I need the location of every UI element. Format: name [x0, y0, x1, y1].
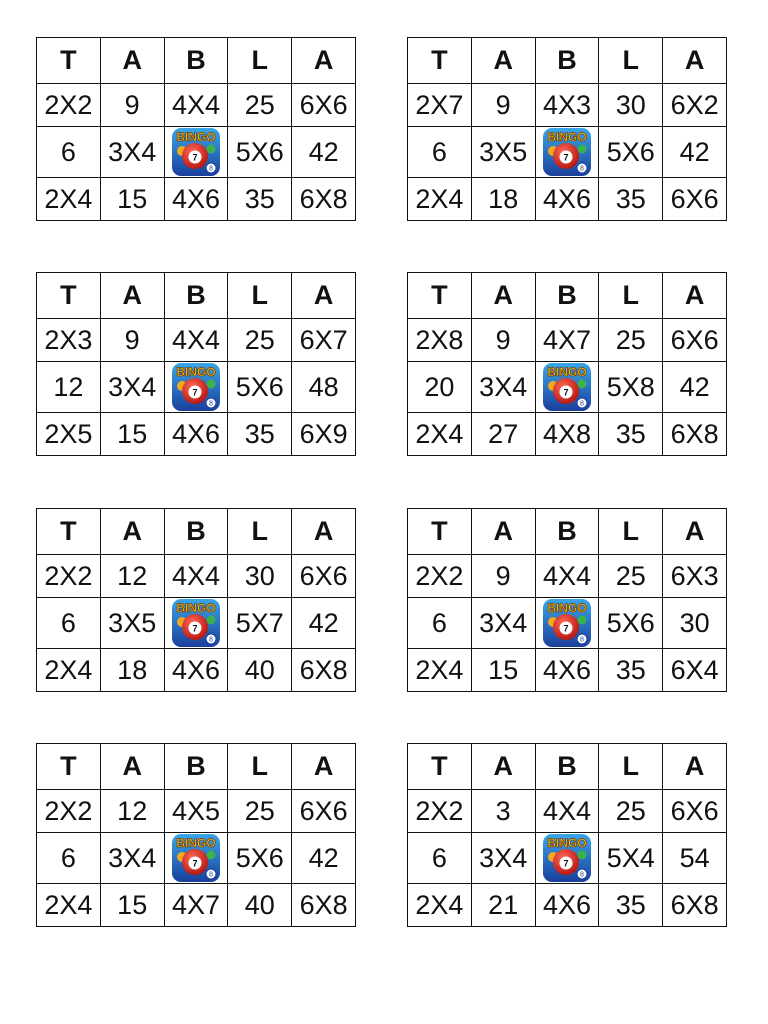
number-cell: 6X8 [663, 884, 727, 927]
number-cell: 54 [663, 833, 727, 884]
number-cell: 4X4 [535, 555, 599, 598]
bingo-card [407, 508, 727, 692]
number-cell: 2X4 [37, 649, 101, 692]
card-row [408, 790, 727, 833]
header-cell: L [599, 38, 663, 84]
number-cell: 30 [599, 84, 663, 127]
number-cell: 27 [471, 413, 535, 456]
number-cell: 12 [37, 362, 101, 413]
card-row [408, 413, 727, 456]
number-cell: 2X4 [408, 413, 472, 456]
card-header-row [408, 509, 727, 555]
number-cell: 15 [471, 649, 535, 692]
free-space-cell [535, 127, 599, 178]
number-cell: 6X6 [663, 319, 727, 362]
header-cell: L [599, 273, 663, 319]
free-space-cell [164, 127, 228, 178]
card-row [408, 362, 727, 413]
header-cell: B [535, 273, 599, 319]
number-cell: 6X6 [663, 790, 727, 833]
number-cell: 2X5 [37, 413, 101, 456]
number-cell: 5X6 [228, 833, 292, 884]
bingo-card [407, 272, 727, 456]
number-cell: 25 [599, 790, 663, 833]
number-cell: 25 [228, 319, 292, 362]
header-cell: A [471, 744, 535, 790]
number-cell: 4X6 [164, 178, 228, 221]
number-cell: 6X6 [663, 178, 727, 221]
header-cell: T [408, 38, 472, 84]
free-space-cell [535, 598, 599, 649]
bingo-card [36, 743, 356, 927]
free-space-cell [164, 362, 228, 413]
number-cell: 18 [471, 178, 535, 221]
card-row [37, 178, 356, 221]
card-row [37, 555, 356, 598]
number-cell: 5X6 [228, 362, 292, 413]
number-cell: 25 [599, 555, 663, 598]
logo-text: BINGO [176, 836, 216, 850]
number-cell: 35 [599, 413, 663, 456]
card-row [37, 833, 356, 884]
header-cell: B [164, 744, 228, 790]
number-cell: 20 [408, 362, 472, 413]
card-row [37, 884, 356, 927]
header-cell: A [663, 509, 727, 555]
number-cell: 35 [599, 178, 663, 221]
number-cell: 30 [228, 555, 292, 598]
number-cell: 4X6 [535, 649, 599, 692]
header-cell: B [164, 38, 228, 84]
number-cell: 12 [100, 555, 164, 598]
logo-small-number: 8 [209, 871, 213, 879]
card-row [408, 84, 727, 127]
number-cell: 6 [37, 127, 101, 178]
number-cell: 3X5 [100, 598, 164, 649]
number-cell: 2X2 [408, 790, 472, 833]
number-cell: 6X8 [663, 413, 727, 456]
number-cell: 25 [228, 84, 292, 127]
number-cell: 25 [228, 790, 292, 833]
logo-small-number: 8 [209, 636, 213, 644]
number-cell: 12 [100, 790, 164, 833]
number-cell: 35 [599, 649, 663, 692]
header-cell: A [663, 744, 727, 790]
card-row [408, 884, 727, 927]
header-cell: A [292, 744, 356, 790]
header-cell: T [408, 509, 472, 555]
number-cell: 3X4 [471, 598, 535, 649]
header-cell: T [37, 273, 101, 319]
header-cell: A [663, 273, 727, 319]
number-cell: 4X6 [164, 649, 228, 692]
number-cell: 35 [599, 884, 663, 927]
number-cell: 2X7 [408, 84, 472, 127]
header-cell: T [37, 38, 101, 84]
header-cell: A [100, 509, 164, 555]
number-cell: 5X8 [599, 362, 663, 413]
number-cell: 2X4 [37, 178, 101, 221]
number-cell: 2X2 [408, 555, 472, 598]
card-row [37, 413, 356, 456]
number-cell: 6X7 [292, 319, 356, 362]
number-cell: 30 [663, 598, 727, 649]
number-cell: 9 [471, 84, 535, 127]
header-cell: L [228, 38, 292, 84]
number-cell: 6 [408, 833, 472, 884]
logo-small-number: 8 [580, 636, 584, 644]
header-cell: B [535, 744, 599, 790]
logo-ball-number: 7 [563, 858, 569, 869]
number-cell: 2X2 [37, 84, 101, 127]
header-cell: L [228, 509, 292, 555]
logo-text: BINGO [176, 130, 216, 144]
bingo-card [407, 743, 727, 927]
header-cell: B [164, 273, 228, 319]
header-cell: L [599, 509, 663, 555]
number-cell: 6X6 [292, 790, 356, 833]
free-space-cell [535, 833, 599, 884]
number-cell: 40 [228, 649, 292, 692]
bingo-logo-icon [542, 127, 592, 177]
number-cell: 6 [408, 127, 472, 178]
number-cell: 5X6 [228, 127, 292, 178]
card-header-row [408, 273, 727, 319]
header-cell: T [408, 744, 472, 790]
bingo-logo-icon [171, 362, 221, 412]
card-row [37, 598, 356, 649]
number-cell: 4X4 [535, 790, 599, 833]
card-row [408, 555, 727, 598]
card-row [37, 362, 356, 413]
card-header-row [37, 38, 356, 84]
header-cell: A [292, 509, 356, 555]
number-cell: 9 [100, 319, 164, 362]
free-space-cell [164, 833, 228, 884]
number-cell: 3X4 [471, 362, 535, 413]
bingo-card [36, 272, 356, 456]
number-cell: 25 [599, 319, 663, 362]
logo-small-number: 8 [209, 165, 213, 173]
number-cell: 3X4 [100, 362, 164, 413]
card-row [408, 649, 727, 692]
number-cell: 4X6 [164, 413, 228, 456]
card-header-row [37, 509, 356, 555]
header-cell: L [228, 273, 292, 319]
bingo-logo-icon [171, 598, 221, 648]
card-row [408, 127, 727, 178]
header-cell: T [37, 744, 101, 790]
header-cell: B [535, 38, 599, 84]
logo-ball-number: 7 [563, 623, 569, 634]
card-header-row [408, 744, 727, 790]
number-cell: 3X4 [100, 833, 164, 884]
card-row [37, 84, 356, 127]
number-cell: 6X8 [292, 178, 356, 221]
header-cell: A [100, 744, 164, 790]
card-row [408, 598, 727, 649]
number-cell: 21 [471, 884, 535, 927]
header-cell: A [471, 38, 535, 84]
bingo-logo-icon [542, 598, 592, 648]
number-cell: 6X6 [292, 555, 356, 598]
number-cell: 6X9 [292, 413, 356, 456]
number-cell: 4X4 [164, 319, 228, 362]
logo-ball-number: 7 [563, 152, 569, 163]
bingo-logo-icon [171, 127, 221, 177]
number-cell: 4X7 [164, 884, 228, 927]
number-cell: 2X4 [408, 178, 472, 221]
number-cell: 9 [471, 555, 535, 598]
bingo-card [36, 508, 356, 692]
header-cell: A [292, 38, 356, 84]
bingo-card [407, 37, 727, 221]
header-cell: L [228, 744, 292, 790]
card-header-row [37, 273, 356, 319]
free-space-cell [164, 598, 228, 649]
number-cell: 3X4 [100, 127, 164, 178]
number-cell: 9 [471, 319, 535, 362]
number-cell: 4X6 [535, 178, 599, 221]
number-cell: 6 [408, 598, 472, 649]
card-row [37, 319, 356, 362]
number-cell: 15 [100, 178, 164, 221]
header-cell: A [471, 509, 535, 555]
logo-small-number: 8 [580, 871, 584, 879]
logo-ball-number: 7 [563, 387, 569, 398]
logo-text: BINGO [547, 836, 587, 850]
card-header-row [408, 38, 727, 84]
card-row [408, 319, 727, 362]
logo-small-number: 8 [580, 165, 584, 173]
number-cell: 2X8 [408, 319, 472, 362]
number-cell: 4X4 [164, 555, 228, 598]
header-cell: L [599, 744, 663, 790]
logo-ball-number: 7 [192, 623, 198, 634]
number-cell: 6 [37, 598, 101, 649]
number-cell: 6X6 [292, 84, 356, 127]
number-cell: 48 [292, 362, 356, 413]
number-cell: 6X4 [663, 649, 727, 692]
bingo-logo-icon [171, 833, 221, 883]
header-cell: A [471, 273, 535, 319]
number-cell: 4X3 [535, 84, 599, 127]
bingo-logo-icon [542, 362, 592, 412]
logo-text: BINGO [547, 601, 587, 615]
number-cell: 4X5 [164, 790, 228, 833]
number-cell: 5X6 [599, 598, 663, 649]
logo-text: BINGO [547, 130, 587, 144]
card-row [37, 127, 356, 178]
number-cell: 2X3 [37, 319, 101, 362]
number-cell: 3X5 [471, 127, 535, 178]
header-cell: T [408, 273, 472, 319]
number-cell: 3X4 [471, 833, 535, 884]
logo-ball-number: 7 [192, 152, 198, 163]
number-cell: 40 [228, 884, 292, 927]
number-cell: 42 [292, 833, 356, 884]
number-cell: 2X4 [408, 649, 472, 692]
number-cell: 5X4 [599, 833, 663, 884]
number-cell: 15 [100, 413, 164, 456]
number-cell: 5X6 [599, 127, 663, 178]
number-cell: 42 [292, 598, 356, 649]
number-cell: 35 [228, 413, 292, 456]
number-cell: 4X7 [535, 319, 599, 362]
number-cell: 3 [471, 790, 535, 833]
number-cell: 35 [228, 178, 292, 221]
logo-text: BINGO [176, 365, 216, 379]
logo-text: BINGO [176, 601, 216, 615]
card-row [37, 649, 356, 692]
number-cell: 2X4 [37, 884, 101, 927]
number-cell: 5X7 [228, 598, 292, 649]
card-row [37, 790, 356, 833]
header-cell: B [164, 509, 228, 555]
number-cell: 42 [292, 127, 356, 178]
number-cell: 6X2 [663, 84, 727, 127]
header-cell: A [100, 38, 164, 84]
header-cell: A [292, 273, 356, 319]
logo-text: BINGO [547, 365, 587, 379]
logo-ball-number: 7 [192, 858, 198, 869]
number-cell: 15 [100, 884, 164, 927]
header-cell: B [535, 509, 599, 555]
number-cell: 2X2 [37, 555, 101, 598]
number-cell: 6X8 [292, 649, 356, 692]
number-cell: 6X3 [663, 555, 727, 598]
number-cell: 4X6 [535, 884, 599, 927]
number-cell: 9 [100, 84, 164, 127]
number-cell: 42 [663, 127, 727, 178]
card-header-row [37, 744, 356, 790]
number-cell: 4X8 [535, 413, 599, 456]
bingo-card [36, 37, 356, 221]
number-cell: 2X4 [408, 884, 472, 927]
card-row [408, 833, 727, 884]
logo-small-number: 8 [209, 400, 213, 408]
logo-small-number: 8 [580, 400, 584, 408]
number-cell: 18 [100, 649, 164, 692]
number-cell: 6X8 [292, 884, 356, 927]
number-cell: 4X4 [164, 84, 228, 127]
card-row [408, 178, 727, 221]
number-cell: 2X2 [37, 790, 101, 833]
header-cell: A [663, 38, 727, 84]
number-cell: 42 [663, 362, 727, 413]
number-cell: 6 [37, 833, 101, 884]
header-cell: T [37, 509, 101, 555]
bingo-logo-icon [542, 833, 592, 883]
free-space-cell [535, 362, 599, 413]
logo-ball-number: 7 [192, 387, 198, 398]
header-cell: A [100, 273, 164, 319]
